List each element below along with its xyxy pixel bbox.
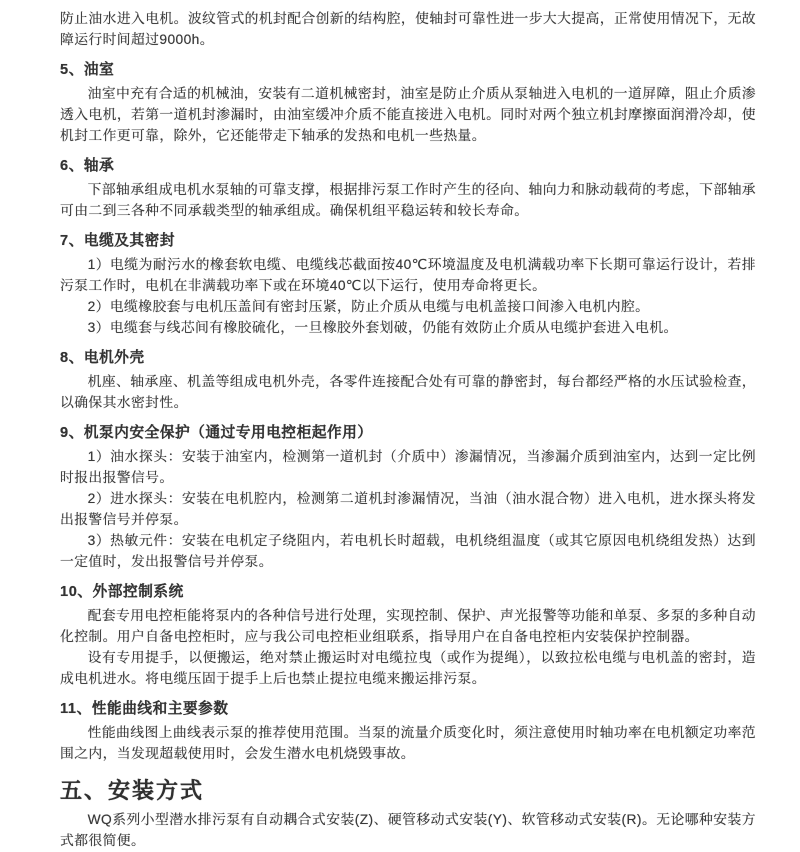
motor-housing-paragraph: 机座、轴承座、机盖等组成电机外壳，各零件连接配合处有可靠的静密封，每台都经严格的水压试验检查，以确保其水密封性。 [60,374,756,410]
safety-item-thermal-element: 3）热敏元件：安装在电机定子绕阻内，若电机长时超载，电机绕组温度（或其它原因电机绕组发热）达到一定值时，发出报警信号并停泵。 [60,533,756,569]
chapter-heading-installation-method: 五、安装方式 [60,778,205,803]
external-control-paragraph-2: 设有专用提手，以便搬运，绝对禁止搬运时对电缆拉曳（或作为提绳），以致拉松电缆与电机盖的密封，造成电机进水。将电缆压固于提手上后也禁止提拉电缆来搬运排污泵。 [60,650,756,686]
section-heading-cable-seal: 7、电缆及其密封 [60,233,176,249]
safety-item-oil-water-probe: 1）油水探头：安装于油室内，检测第一道机封（介质中）渗漏情况，当渗漏介质到油室内，达到一定比例时报出报警信号。 [60,449,756,485]
section-heading-bearing: 6、轴承 [60,158,115,174]
section-heading-performance-curve: 11、性能曲线和主要参数 [60,701,229,717]
section-heading-motor-housing: 8、电机外壳 [60,350,145,366]
section-heading-external-control: 10、外部控制系统 [60,584,184,600]
external-control-paragraph-1: 配套专用电控柜能将泵内的各种信号进行处理，实现控制、保护、声光报警等功能和单泵、多泵的多种自动化控制。用户自备电控柜时，应与我公司电控柜业组联系，指导用户在自备电控柜内安装保护控制器。 [60,608,756,644]
cable-seal-item-3: 3）电缆套与线芯间有橡胶硫化，一旦橡胶外套划破，仍能有效防止介质从电缆护套进入电机。 [87,320,678,335]
performance-curve-paragraph: 性能曲线图上曲线表示泵的推荐使用范围。当泵的流量介质变化时，须注意使用时轴功率在电机额定功率范围之内，当发现超载使用时，会发生潜水电机烧毁事故。 [60,725,756,761]
section-heading-pump-safety-protection: 9、机泵内安全保护（通过专用电控柜起作用） [60,425,373,441]
safety-item-water-ingress-probe: 2）进水探头：安装在电机腔内，检测第二道机封渗漏情况，当油（油水混合物）进入电机，进水探头将发出报警信号并停泵。 [60,491,756,527]
cable-seal-item-1: 1）电缆为耐污水的橡套软电缆、电缆线芯截面按40℃环境温度及电机满载功率下长期可靠运行设计，若排污泵工作时，电机在非满载功率下或在环境40℃以下运行，使用寿命将更长。 [60,257,756,293]
installation-method-paragraph: WQ系列小型潜水排污泵有自动耦合式安装(Z)、硬管移动式安装(Y)、软管移动式安装(R)。无论哪种安装方式都很简便。 [60,812,756,848]
section-heading-oil-chamber: 5、油室 [60,62,115,78]
cable-seal-item-2: 2）电缆橡胶套与电机压盖间有密封压紧，防止介质从电缆与电机盖接口间渗入电机内腔。 [87,299,650,314]
bearing-paragraph: 下部轴承组成电机水泵轴的可靠支撑，根据排污泵工作时产生的径向、轴向力和脉动载荷的考虑，下部轴承可由二到三各种不同承载类型的轴承组成。确保机组平稳运转和较长寿命。 [60,182,756,218]
intro-continuation-paragraph: 防止油水进入电机。波纹管式的机封配合创新的结构腔，使轴封可靠性进一步大大提高，正常使用情况下，无故障运行时间超过9000h。 [60,11,756,47]
oil-chamber-paragraph: 油室中充有合适的机械油，安装有二道机械密封，油室是防止介质从泵轴进入电机的一道屏障，阻止介质渗透入电机，若第一道机封渗漏时，由油室缓冲介质不能直接进入电机。同时对两个独立机封摩擦面润滑冷却，使机封工作更可靠，除外，它还能带走下轴承的发热和电机一些热量。 [60,86,756,143]
